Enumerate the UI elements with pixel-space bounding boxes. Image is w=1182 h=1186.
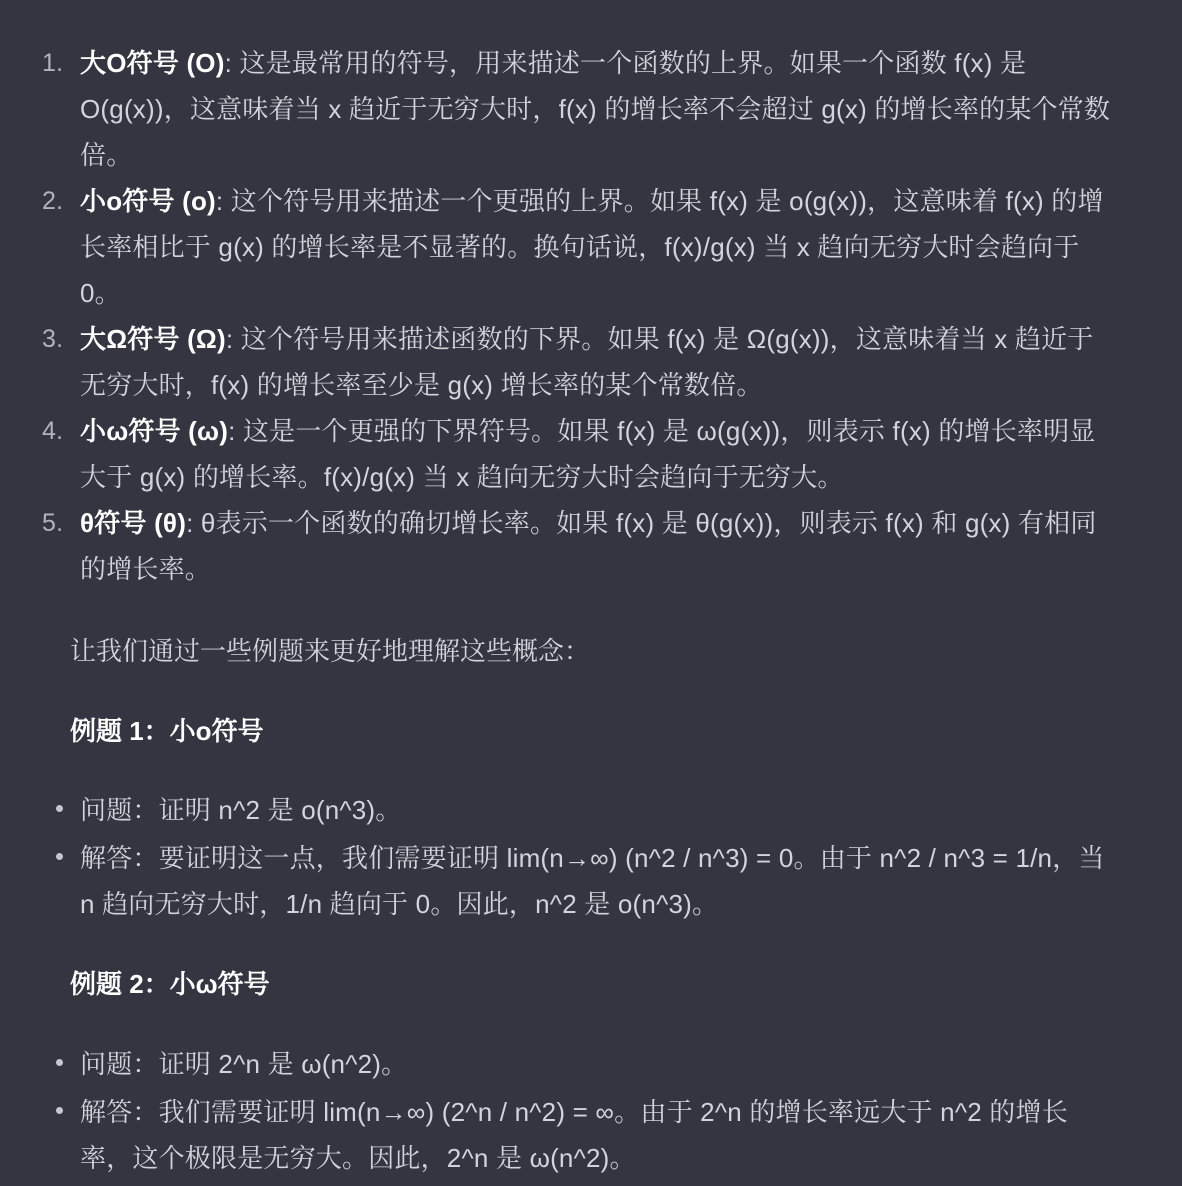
term-big-o: 大O符号 (O) — [80, 48, 225, 78]
list-number: 3. — [42, 325, 64, 353]
list-item-big-omega — [0, 316, 1182, 408]
example-1-title: 例题 1：小o符号 — [70, 716, 264, 746]
list-item-big-o — [0, 40, 1182, 178]
example-1-problem — [0, 787, 1182, 833]
bullet-icon — [56, 1107, 63, 1114]
example-2-solution — [0, 1089, 1182, 1181]
example-2-problem — [0, 1041, 1182, 1087]
description-big-omega: : 这个符号用来描述函数的下界。如果 f(x) 是 Ω(g(x))，这意味着当 x 趋近于无穷大时，f(x) 的增长率至少是 g(x) 增长率的某个常数倍。 — [80, 324, 1094, 400]
example-1-solution-text: 解答：要证明这一点，我们需要证明 lim(n→∞) (n^2 / n^3) = 0。由于 n^2 / n^3 = 1/n，当 n 趋向无穷大时，1/n 趋向于 0。因此，n^2 是 o(n^3)。 — [80, 843, 1105, 919]
list-number: 4. — [42, 417, 64, 445]
example-2-problem-text: 问题：证明 2^n 是 ω(n^2)。 — [80, 1049, 408, 1079]
bullet-icon — [56, 1059, 63, 1066]
description-big-o: : 这是最常用的符号，用来描述一个函数的上界。如果一个函数 f(x) 是 O(g(x))，这意味着当 x 趋近于无穷大时，f(x) 的增长率不会超过 g(x) 的增长率的某个常数倍。 — [80, 48, 1111, 170]
bullet-icon — [56, 805, 63, 812]
list-number: 2. — [42, 187, 64, 215]
example-2-title: 例题 2：小ω符号 — [70, 969, 270, 999]
term-big-omega: 大Ω符号 (Ω) — [80, 324, 226, 354]
bullet-icon — [56, 853, 63, 860]
list-number: 1. — [42, 49, 64, 77]
term-little-omega: 小ω符号 (ω) — [80, 416, 229, 446]
list-item-little-o — [0, 178, 1182, 316]
example-1-solution — [0, 835, 1182, 927]
description-little-o: : 这个符号用来描述一个更强的上界。如果 f(x) 是 o(g(x))，这意味着 f(x) 的增长率相比于 g(x) 的增长率是不显著的。换句话说，f(x)/g(x) 当 x 趋向无穷大时会趋向于 0。 — [80, 186, 1104, 308]
term-theta: θ符号 (θ) — [80, 508, 187, 538]
term-little-o: 小o符号 (o) — [80, 186, 216, 216]
example-2-list — [0, 1041, 1182, 1181]
example-1-problem-text: 问题：证明 n^2 是 o(n^3)。 — [80, 795, 402, 825]
example-2-solution-text: 解答：我们需要证明 lim(n→∞) (2^n / n^2) = ∞。由于 2^n 的增长率远大于 n^2 的增长率，这个极限是无穷大。因此，2^n 是 ω(n^2)。 — [80, 1097, 1068, 1173]
description-theta: : θ表示一个函数的确切增长率。如果 f(x) 是 θ(g(x))，则表示 f(x) 和 g(x) 有相同的增长率。 — [80, 508, 1097, 584]
intro-paragraph: 让我们通过一些例题来更好地理解这些概念： — [70, 636, 591, 666]
notation-list — [0, 40, 1182, 592]
description-little-omega: : 这是一个更强的下界符号。如果 f(x) 是 ω(g(x))，则表示 f(x) 的增长率明显大于 g(x) 的增长率。f(x)/g(x) 当 x 趋向无穷大时会趋向于无穷大。 — [80, 416, 1096, 492]
list-item-little-omega — [0, 408, 1182, 500]
list-number: 5. — [42, 509, 64, 537]
list-item-theta — [0, 500, 1182, 592]
example-1-list — [0, 787, 1182, 927]
